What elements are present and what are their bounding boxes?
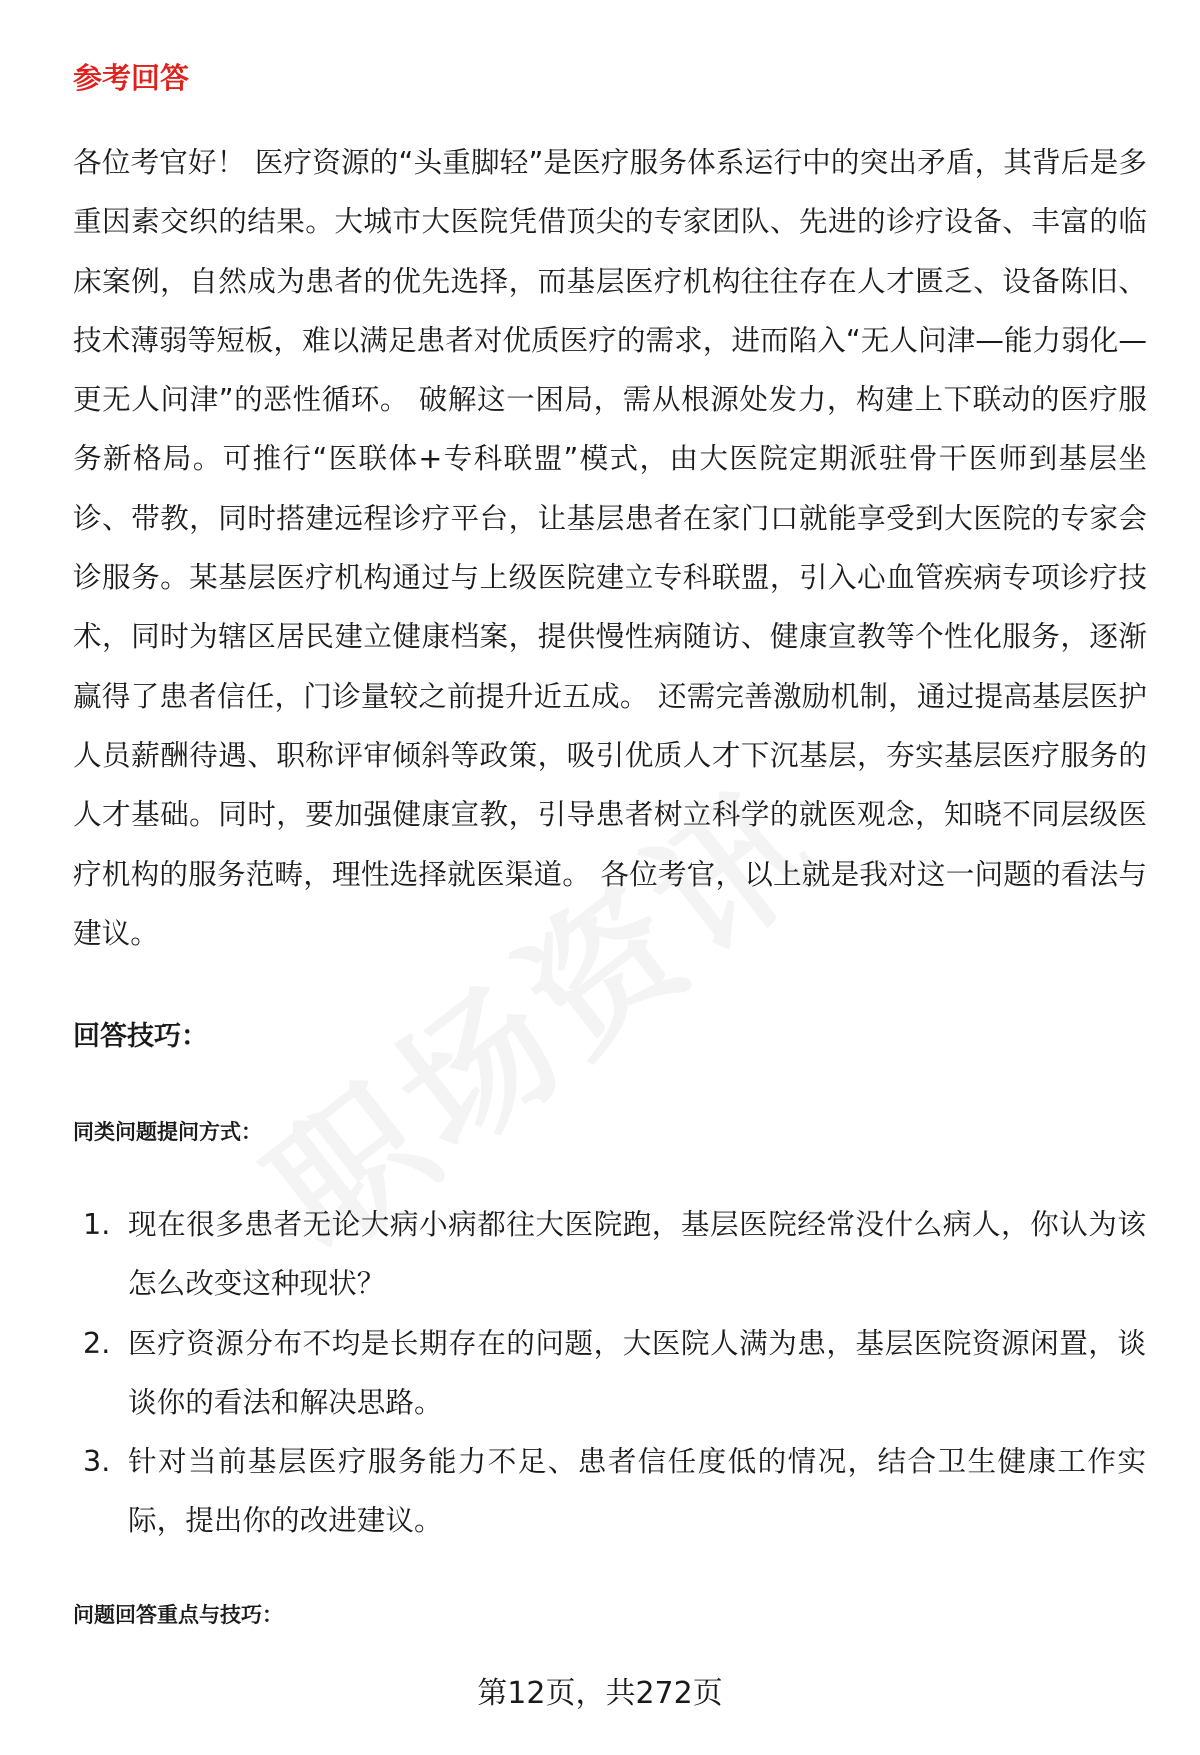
list-item bbox=[0, 1314, 1200, 1433]
list-item-text: 现在很多患者无论大病小病都往大医院跑，基层医院经常没什么病人，你认为该怎么改变这种现状？ bbox=[128, 1207, 1146, 1301]
list-item-text: 医疗资源分布不均是长期存在的问题，大医院人满为患，基层医院资源闲置，谈谈你的看法和解决思路。 bbox=[128, 1325, 1146, 1419]
answer-skills-title: 回答技巧： bbox=[73, 1021, 208, 1052]
key-points-title: 问题回答重点与技巧： bbox=[73, 1603, 283, 1627]
similar-questions-title: 同类问题提问方式： bbox=[73, 1120, 262, 1144]
list-item bbox=[0, 1195, 1200, 1314]
reference-answer-body: 各位考官好！ 医疗资源的“头重脚轻”是医疗服务体系运行中的突出矛盾，其背后是多重因素交织的结果。大城市大医院凭借顶尖的专家团队、先进的诊疗设备、丰富的临床案例，自然成为患者的优先选择，而基层医疗机构往往存在人才匮乏、设备陈旧、技术薄弱等短板，难以满足患者对优质医疗的需求，进而陷入“无人问津—能力弱化—更无人问津”的恶性循环。 破解这一困局，需从根源处发力，构建上下联动的医疗服务新格局。可推行“医联体+专科联盟”模式，由大医院定期派驻骨干医师到基层坐诊、带教，同时搭建远程诊疗平台，让基层患者在家门口就能享受到大医院的专家会诊服务。某基层医疗机构通过与上级医院建立专科联盟，引入心血管疾病专项诊疗技术，同时为辖区居民建立健康档案，提供慢性病随访、健康宣教等个性化服务，逐渐赢得了患者信任，门诊量较之前提升近五成。 还需完善激励机制，通过提高基层医护人员薪酬待遇、职称评审倾斜等政策，吸引优质人才下沉基层，夯实基层医疗服务的人才基础。同时，要加强健康宣教，引导患者树立科学的就医观念，知晓不同层级医疗机构的服务范畴，理性选择就医渠道。 各位考官，以上就是我对这一问题的看法与建议。 bbox=[73, 145, 1147, 950]
list-item bbox=[0, 1432, 1200, 1551]
page-number: 第12页，共272页 bbox=[477, 1676, 723, 1711]
similar-questions-list bbox=[0, 1195, 1200, 1551]
list-item-number: 3. bbox=[83, 1444, 111, 1479]
list-item-number: 2. bbox=[83, 1325, 111, 1360]
list-item-number: 1. bbox=[83, 1207, 111, 1241]
list-item-text: 针对当前基层医疗服务能力不足、患者信任度低的情况，结合卫生健康工作实际，提出你的改进建议。 bbox=[128, 1444, 1146, 1538]
reference-answer-title: 参考回答 bbox=[73, 61, 190, 95]
